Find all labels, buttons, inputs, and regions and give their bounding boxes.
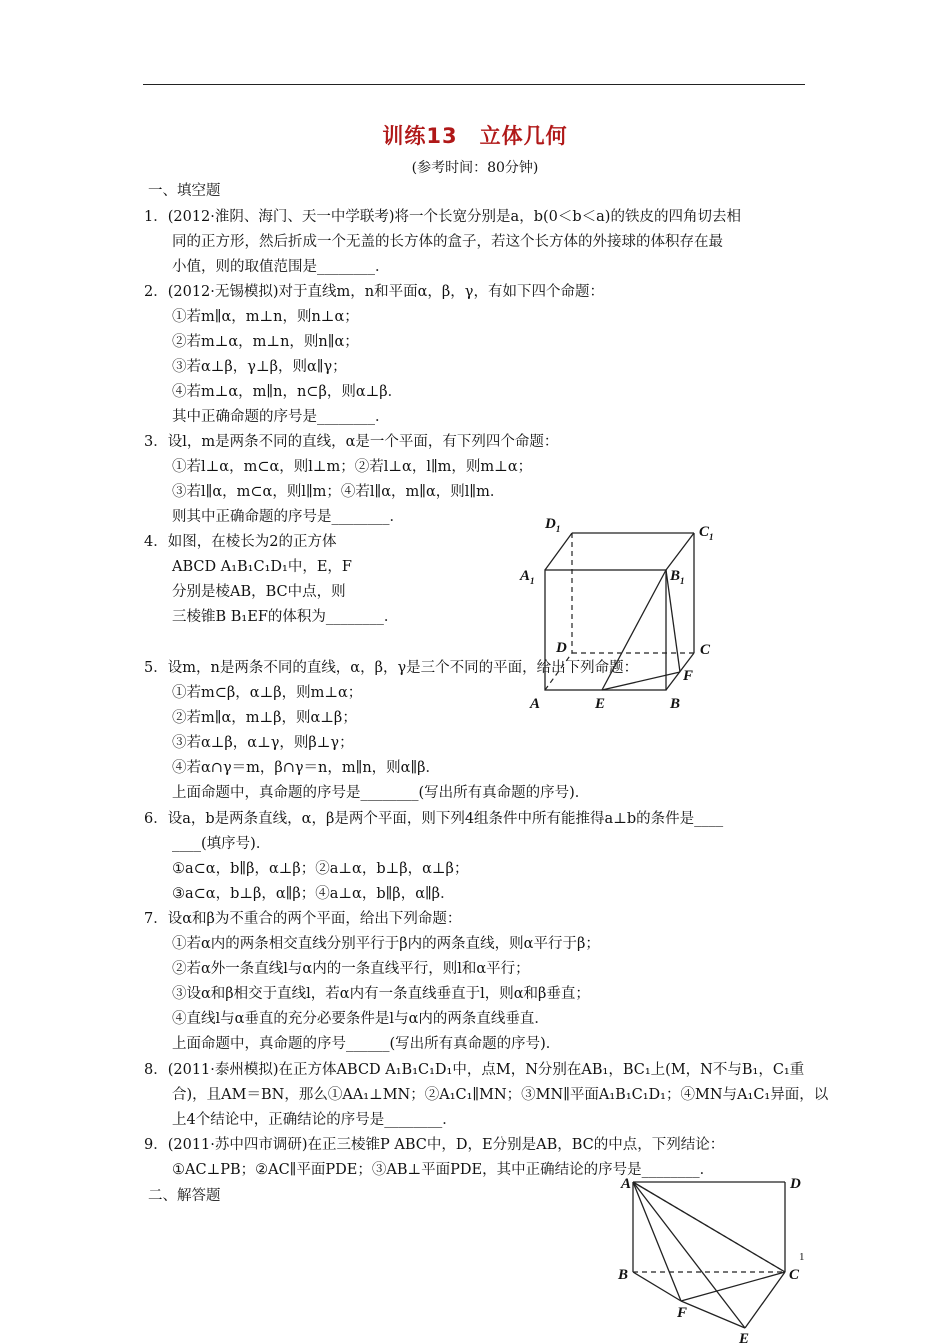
text-line: ③设α和β相交于直线l，若α内有一条直线垂直于l，则α和β垂直；: [172, 986, 590, 1002]
text-line: ④直线l与α垂直的充分必要条件是l与α内的两条直线垂直．: [172, 1011, 549, 1027]
label-f: F: [677, 1305, 688, 1321]
label-e: E: [595, 696, 606, 712]
text-line: ①a⊂α，b∥β，α⊥β；②a⊥α，b⊥β，α⊥β；: [172, 861, 469, 877]
text-line: ①若α内的两条相交直线分别平行于β内的两条直线，则α平行于β；: [172, 936, 600, 952]
text-line: ③若l∥α，m⊂α，则l∥m；④若l∥α，m∥α，则l∥m．: [172, 484, 505, 500]
header-rule: [143, 84, 805, 85]
prism-figure: [615, 1168, 825, 1344]
text-line: ____(填序号)．: [172, 836, 271, 852]
text-line: ①若l⊥α，m⊂α，则l⊥m；②若l⊥α，l∥m，则m⊥α；: [172, 459, 533, 475]
text-line: ①AC⊥PB；②AC∥平面PDE；③AB⊥平面PDE，其中正确结论的序号是________．: [172, 1162, 715, 1178]
label-c: C: [789, 1267, 800, 1283]
label-a: A: [530, 696, 541, 712]
text-line: ④若α∩γ＝m，β∩γ＝n，m∥n，则α∥β．: [172, 760, 441, 776]
label-b1: $B_1$: [670, 568, 685, 586]
hidden-edge-ad: [545, 653, 572, 690]
text-line: 上面命题中，真命题的序号______(写出所有真命题的序号)．: [172, 1036, 561, 1052]
text-line: ②若m∥α，m⊥β，则α⊥β；: [172, 710, 357, 726]
text-line: 6．设a，b是两条直线，α，β是两个平面，则下列4组条件中所有能推得a⊥b的条件是____: [144, 811, 724, 827]
label-a: A: [621, 1176, 632, 1192]
text-line: 5．设m，n是两条不同的直线，α，β，γ是三个不同的平面，给出下列命题：: [144, 660, 639, 676]
text-line: 8．(2011·泰州模拟)在正方体ABCD A₁B₁C₁D₁中，点M，N分别在AB₁，BC₁上(M，N不与B₁，C₁重: [144, 1062, 805, 1078]
text-line: 分别是棱AB，BC中点，则: [172, 584, 346, 600]
text-line: 9．(2011·苏中四市调研)在正三棱锥P ABC中，D，E分别是AB，BC的中点，下列结论：: [144, 1137, 725, 1153]
text-line: ④若m⊥α，m∥n，n⊂β，则α⊥β．: [172, 384, 403, 400]
text-line: 4．如图，在棱长为2的正方体: [144, 534, 337, 550]
text-line: ③若α⊥β，γ⊥β，则α∥γ；: [172, 359, 347, 375]
page-subtitle: (参考时间：80分钟): [411, 160, 539, 176]
text-line: ③a⊂α，b⊥β，α∥β；④a⊥α，b∥β，α∥β．: [172, 886, 455, 902]
text-line: ABCD A₁B₁C₁D₁中，E，F: [172, 559, 352, 575]
label-d: D: [556, 640, 567, 656]
edge-b1e: [602, 570, 666, 690]
text-line: 其中正确命题的序号是________．: [172, 409, 390, 425]
text-line: 合)，且AM＝BN，那么①AA₁⊥MN；②A₁C₁∥MN；③MN∥平面A₁B₁C₁D₁；④MN与A₁C₁异面，以: [172, 1087, 829, 1103]
text-line: ①若m∥α，m⊥n，则n⊥α；: [172, 309, 359, 325]
text-line: 则其中正确命题的序号是________．: [172, 509, 404, 525]
label-d: D: [790, 1176, 801, 1192]
label-c: C: [700, 642, 711, 658]
text-line: ②若α外一条直线l与α内的一条直线平行，则l和α平行；: [172, 961, 530, 977]
section-solve-heading: 二、解答题: [148, 1188, 221, 1204]
cube-front-face: [545, 570, 666, 690]
text-line: 小值，则的取值范围是________．: [172, 259, 390, 275]
text-line: ②若m⊥α，m⊥n，则n∥α；: [172, 334, 359, 350]
text-line: 3．设l，m是两条不同的直线，α是一个平面，有下列四个命题：: [144, 434, 559, 450]
text-line: 2．(2012·无锡模拟)对于直线m，n和平面α，β，γ，有如下四个命题：: [144, 284, 604, 300]
label-c1: $C_1$: [699, 524, 714, 542]
text-line: 上4个结论中，正确结论的序号是________．: [172, 1112, 457, 1128]
cube-figure: [515, 510, 730, 715]
page-title: 训练13 立体几何: [382, 124, 568, 148]
label-b: B: [670, 696, 681, 712]
label-a1: $A_1$: [520, 568, 535, 586]
text-line: 上面命题中，真命题的序号是________(写出所有真命题的序号)．: [172, 785, 590, 801]
label-b: B: [618, 1267, 629, 1283]
label-e: E: [739, 1331, 750, 1344]
edge-b1f: [666, 570, 680, 672]
label-d1: $D_1$: [545, 516, 561, 534]
label-number: 1: [799, 1251, 805, 1263]
section-fill-heading: 一、填空题: [148, 183, 221, 199]
text-line: 三棱锥B B₁EF的体积为________．: [172, 609, 399, 625]
text-line: 1．(2012·淮阴、海门、天一中学联考)将一个长宽分别是a，b(0＜b＜a)的铁皮的四角切去相: [144, 209, 741, 225]
text-line: 7．设α和β为不重合的两个平面，给出下列命题：: [144, 911, 462, 927]
text-line: 同的正方形，然后折成一个无盖的长方体的盒子，若这个长方体的外接球的体积存在最: [172, 234, 723, 250]
text-line: ③若α⊥β，α⊥γ，则β⊥γ；: [172, 735, 354, 751]
label-f: F: [683, 668, 694, 684]
text-line: ①若m⊂β，α⊥β，则m⊥α；: [172, 685, 363, 701]
